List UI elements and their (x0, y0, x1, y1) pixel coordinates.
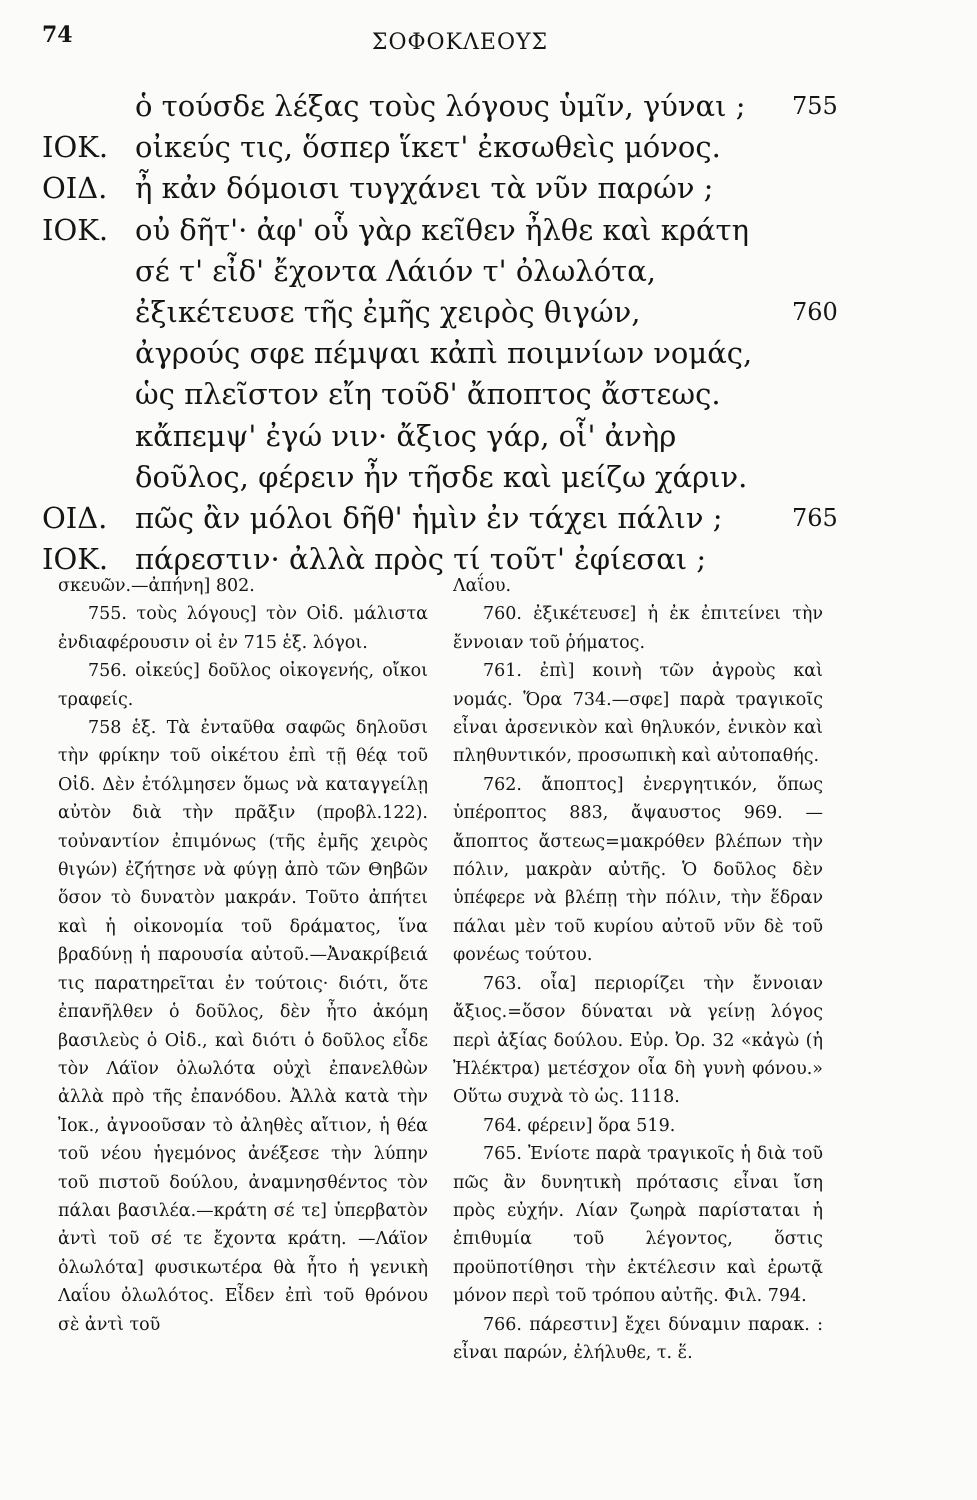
verse-line (0, 86, 977, 126)
running-title: ΣΟΦΟΚΛΕΟΥΣ (371, 30, 549, 55)
verse-line (0, 292, 977, 332)
commentary-note: 764. φέρειν] ὅρα 519. (483, 1115, 676, 1136)
speaker-label: ΙΟΚ. (42, 542, 109, 577)
verse-text: οἰκεύς τις, ὅσπερ ἵκετ' ἐκσωθεὶς μόνος. (135, 130, 721, 165)
verse-line (0, 251, 977, 291)
speaker-label: ΟΙΔ. (42, 501, 108, 535)
verse-text: ὁ τούσδε λέξας τοὺς λόγους ὑμῖν, γύναι ; (135, 89, 746, 123)
line-number: 755 (792, 92, 838, 120)
commentary-note: 761. ἐπὶ] κοινὴ τῶν ἀγροὺς καὶ νομάς. Ὅρα 734.—σφε] παρὰ τραγικοῖς εἶναι ἀρσενικὸν καὶ θηλυκόν, ἑνικὸν καὶ πληθυντικόν, προσωπικὴ καὶ αὐτοπαθής. (453, 661, 823, 767)
verse-text: ἦ κἀν δόμοισι τυγχάνει τὰ νῦν παρών ; (135, 171, 714, 206)
verse-line (0, 333, 977, 373)
commentary-note: 756. οἰκεύς] δοῦλος οἰκογενής, οἴκοι τραφείς. (58, 661, 428, 710)
verse-line (0, 127, 977, 167)
verse-line (0, 416, 977, 456)
verse-text: σέ τ' εἶδ' ἔχοντα Λάιόν τ' ὀλωλότα, (135, 253, 656, 288)
speaker-label: ΟΙΔ. (42, 171, 108, 206)
verse-line (0, 498, 977, 538)
verse-line (0, 210, 977, 250)
verse-text: δοῦλος, φέρειν ἦν τῆσδε καὶ μείζω χάριν. (135, 459, 748, 494)
speaker-label: ΙΟΚ. (42, 130, 109, 165)
verse-text: πῶς ἂν μόλοι δῆθ' ἡμὶν ἐν τάχει πάλιν ; (135, 501, 723, 535)
commentary-note: 755. τοὺς λόγους] τὸν Οἰδ. μάλιστα ἐνδιαφέρουσιν οἱ ἐν 715 ἑξ. λόγοι. (58, 604, 428, 653)
commentary-note: 758 ἑξ. Τὰ ἐνταῦθα σαφῶς δηλοῦσι τὴν φρίκην τοῦ οἰκέτου ἐπὶ τῇ θέᾳ τοῦ Οἰδ. Δὲν ἐτόλμησεν ὅμως νὰ καταγγείλῃ αὐτὸν διὰ τὴν πρᾶξιν (προβλ.122). τοὐναντίον ἐπιμόνως (τῆς ἐμῆς χειρὸς θιγών) ἐζήτησε νὰ φύγῃ ἀπὸ τῶν Θηβῶν ὅσον τὸ δυνατὸν μακράν. Τοῦτο ἀπήτει καὶ ἡ οἰκονομία τοῦ δράματος, ἵνα βραδύνῃ ἡ παρουσία αὐτοῦ.—Ἀνακρίβειά τις παρατηρεῖται ἐν τούτοις· διότι, ὅτε ἐπανῆλθεν ὁ δοῦλος, δὲν ἦτο ἀκόμη βασιλεὺς ὁ Οἰδ., καὶ διότι ὁ δοῦλος εἶδε τὸν Λάϊον ὀλωλότα οὐχὶ ἐπανελθὼν ἀλλὰ πρὸ τῆς ἐπανόδου. Ἀλλὰ κατὰ τὴν Ἰοκ., ἀγνοοῦσαν τὸ ἀληθὲς αἴτιον, ἡ θέα τοῦ νέου ἡγεμόνος ἀνέξεσε τὴν λύπην τοῦ πιστοῦ δούλου, ἀναμνησθέντος τὸν πάλαι βασιλέα.—κράτη σέ τε] ὑπερβατὸν ἀντὶ τοῦ σέ τε ἔχοντα κράτη. —Λάϊον ὀλωλότα] φυσικωτέρα θὰ ἦτο ἡ γενικὴ Λαΐου ὀλωλότος. Εἶδεν ἐπὶ τοῦ θρόνου σὲ ἀντὶ τοῦ (58, 718, 428, 1335)
commentary-note: 760. ἐξικέτευσε] ἡ ἐκ ἐπιτείνει τὴν ἔννοιαν τοῦ ῥήματος. (453, 604, 823, 653)
line-number: 765 (792, 504, 838, 532)
verse-line (0, 457, 977, 497)
verse-text: κἄπεμψ' ἐγώ νιν· ἄξιος γάρ, οἷ' ἀνὴρ (135, 418, 677, 453)
commentary-note: σκευῶν.—ἀπήνη] 802. (58, 576, 255, 596)
verse-line (0, 168, 977, 208)
verse-text: ὡς πλεῖστον εἴη τοῦδ' ἄποπτος ἄστεως. (135, 377, 721, 412)
speaker-label: ΙΟΚ. (42, 212, 109, 247)
commentary-note: 762. ἄποπτος] ἐνεργητικόν, ὅπως ὑπέροπτος 883, ἄψαυστος 969. — ἄποπτος ἄστεως=μακρόθεν βλέπων τὴν πόλιν, μακρὰν αὐτῆς. Ὁ δοῦλος δὲν ὑπέφερε νὰ βλέπῃ τὴν πόλιν, τὴν ἕδραν πάλαι μὲν τοῦ κυρίου αὐτοῦ νῦν δὲ τοῦ φονέως τούτου. (453, 774, 823, 966)
line-number: 760 (792, 298, 838, 326)
page-number: 74 (42, 22, 73, 48)
verse-text: ἐξικέτευσε τῆς ἐμῆς χειρὸς θιγών, (135, 295, 641, 329)
commentary-note: Λαΐου. (453, 576, 512, 596)
commentary-note: 765. Ἐνίοτε παρὰ τραγικοῖς ἡ διὰ τοῦ πῶς ἂν δυνητικὴ πρότασις εἶναι ἴση πρὸς εὐχήν. Λίαν ζωηρὰ παρίσταται ἡ ἐπιθυμία τοῦ λέγοντος, ὅστις προϋποτίθησι τὴν ἐκτέλεσιν καὶ ἐρωτᾷ μόνον περὶ τοῦ τρόπου αὐτῆς. Φιλ. 794. (453, 1144, 823, 1307)
verse-text: πάρεστιν· ἀλλὰ πρὸς τί τοῦτ' ἐφίεσαι ; (135, 542, 707, 577)
verse-text: οὐ δῆτ'· ἀφ' οὗ γὰρ κεῖθεν ἦλθε καὶ κράτη (135, 212, 749, 247)
commentary-note: 766. πάρεστιν] ἔχει δύναμιν παρακ. : εἶναι παρών, ἐλήλυθε, τ. ἕ. (453, 1314, 823, 1363)
commentary-note: 763. οἷα] περιορίζει τὴν ἔννοιαν ἄξιος.=ὅσον δύναται νὰ γείνῃ λόγος περὶ ἀξίας δούλου. Εὐρ. Ὀρ. 32 «κἀγὼ (ἡ Ἠλέκτρα) μετέσχον οἷα δὴ γυνὴ φόνου.» Οὕτω συχνὰ τὸ ὡς. 1118. (453, 973, 823, 1108)
commentary-left-column (58, 572, 428, 1339)
verse-text: ἀγρούς σφε πέμψαι κἀπὶ ποιμνίων νομάς, (135, 336, 753, 371)
commentary-right-column (453, 572, 823, 1367)
verse-line (0, 374, 977, 414)
